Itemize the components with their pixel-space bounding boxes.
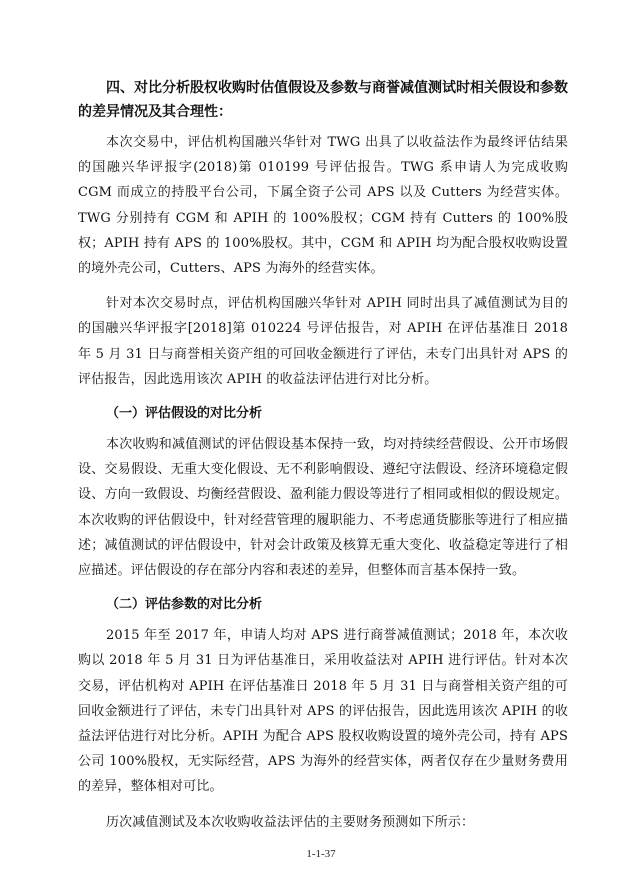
paragraph-1: 本次交易中，评估机构国融兴华针对 TWG 出具了以收益法作为最终评估结果的国融兴华评报字(2018)第 010199 号评估报告。TWG 系申请人为完成收购 CGM 而成立的持股平台公司，下属全资子公司 APS 以及 Cutters 为经营实体。TWG 分别持有 CGM 和 APIH 的 100%股权；CGM 持有 Cutters 的 100%股权；APIH 持有 APS 的 100%股权。其中，CGM 和 APIH 均为配合股权收购设置的境外壳公司，Cutters、APS 为海外的经营实体。 — [78, 135, 568, 277]
section-heading: 四、对比分析股权收购时估值假设及参数与商誉减值测试时相关假设和参数的差异情况及其合理性： — [78, 80, 568, 120]
paragraph-assumptions: 本次收购和减值测试的评估假设基本保持一致，均对持续经营假设、公开市场假设、交易假设、无重大变化假设、无不利影响假设、遵纪守法假设、经济环境稳定假设、方向一致假设、均衡经营假设、盈利能力假设等进行了相同或相似的假设规定。本次收购的评估假设中，针对经营管理的履职能力、不考虑通货膨胀等进行了相应描述；减值测试的评估假设中，针对会计政策及核算无重大变化、收益稳定等进行了相应描述。评估假设的存在部分内容和表述的差异，但整体而言基本保持一致。 — [78, 437, 568, 579]
paragraph-2: 针对本次交易时点，评估机构国融兴华针对 APIH 同时出具了减值测试为目的的国融兴华评报字[2018]第 010224 号评估报告，对 APIH 在评估基准日 2018 年 5 月 31 日与商誉相关资产组的可回收金额进行了评估，未专门出具针对 APS 的评估报告，因此选用该次 APIH 的收益法评估进行对比分析。 — [78, 296, 568, 387]
paragraph-parameters: 2015 年至 2017 年，申请人均对 APS 进行商誉减值测试；2018 年，本次收购以 2018 年 5 月 31 日为评估基准日，采用收益法对 APIH 进行评估。针对本次交易，评估机构对 APIH 在评估基准日 2018 年 5 月 31 日与商誉相关资产组的可回收金额进行了评估，未专门出具针对 APS 的评估报告，因此选用该次 APIH 的收益法评估进行对比分析。APIH 为配合 APS 股权收购设置的境外壳公司，持有 APS 公司 100%股权，无实际经营，APS 为海外的经营实体，两者仅存在少量财务费用的差异，整体相对可比。 — [78, 628, 568, 795]
paragraph-forecast-intro: 历次减值测试及本次收购收益法评估的主要财务预测如下所示： — [106, 814, 475, 830]
page-number: 1-1-37 — [306, 848, 336, 860]
page-content — [78, 76, 568, 835]
subsection-heading-parameters: （二）评估参数的对比分析 — [106, 597, 263, 613]
subsection-heading-assumptions: （一）评估假设的对比分析 — [106, 406, 263, 422]
